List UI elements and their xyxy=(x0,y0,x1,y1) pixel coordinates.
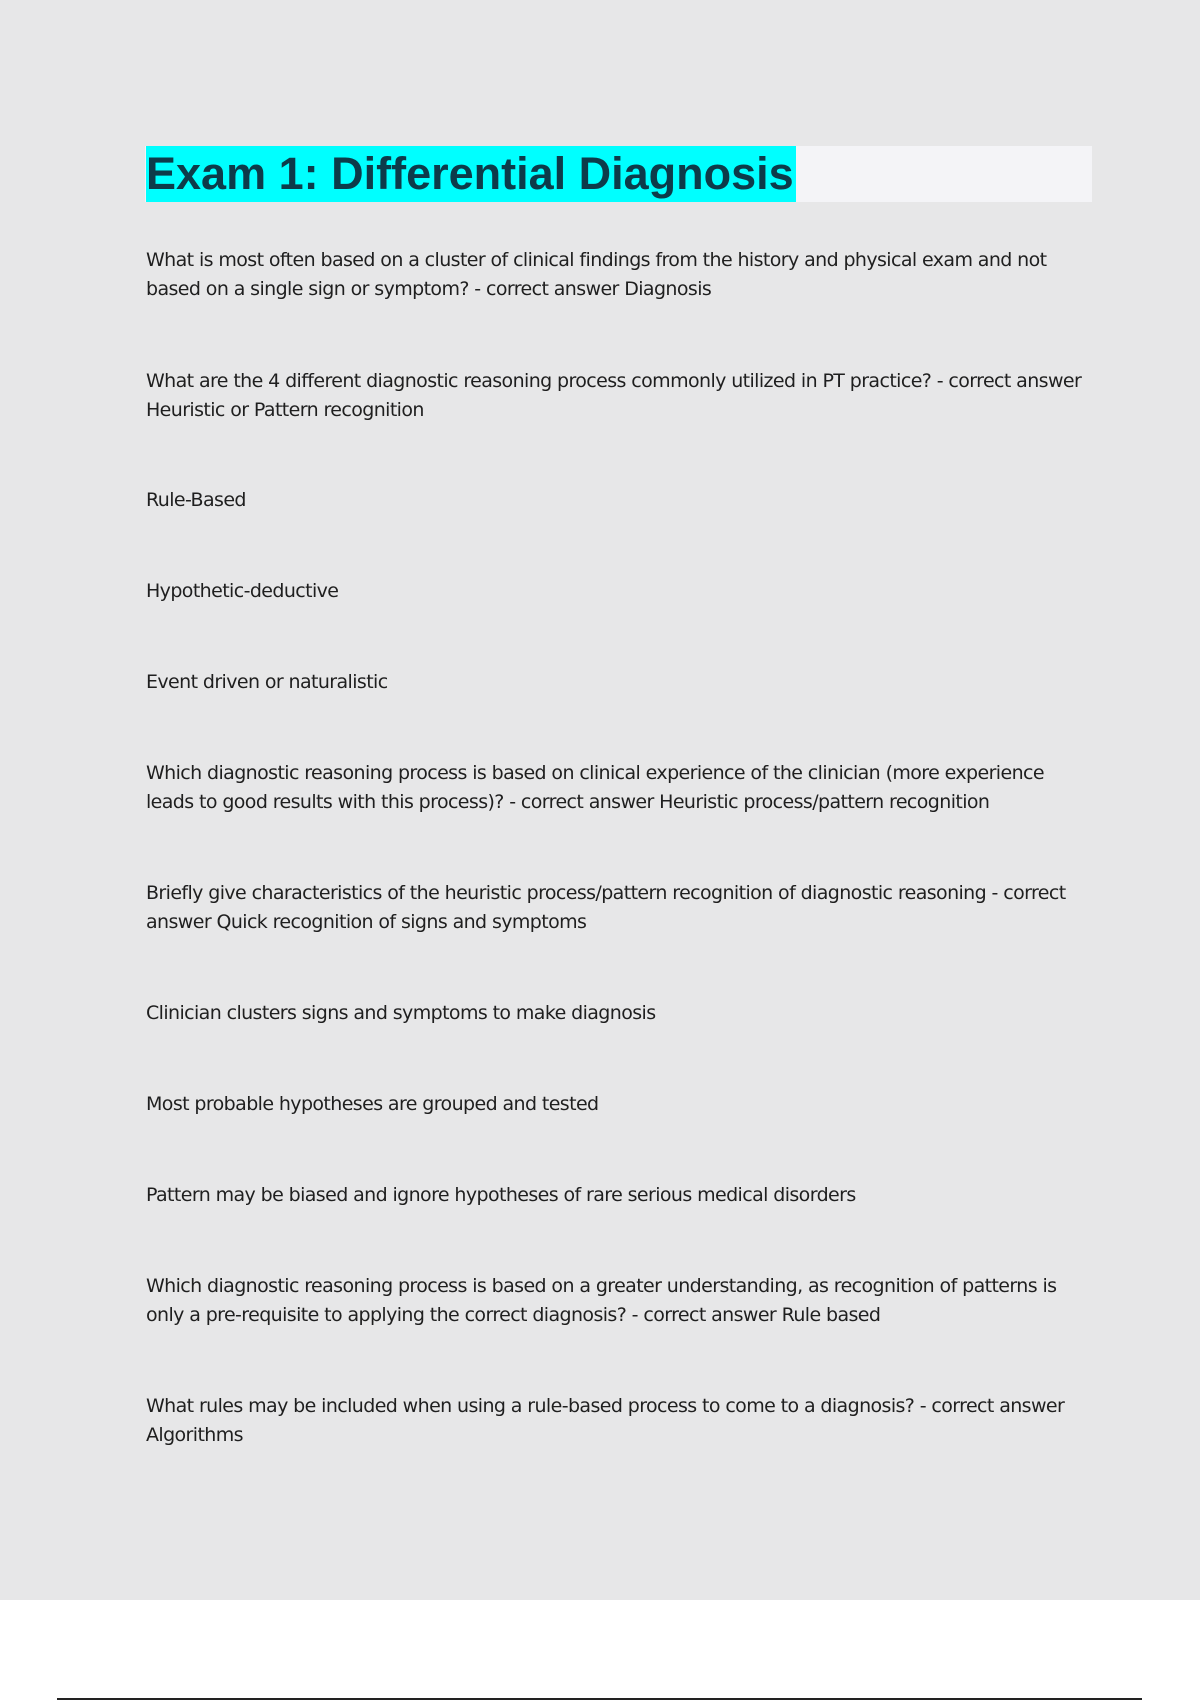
question-paragraph: Which diagnostic reasoning process is based on clinical experience of the clinician (more experience leads to good results with this process)? - correct answer Heuristic process/pattern recognition xyxy=(146,762,1044,813)
answer-list-item: Hypothetic-deductive xyxy=(146,580,339,602)
question-paragraph: What is most often based on a cluster of clinical findings from the history and physical exam and not based on a single sign or symptom? - correct answer Diagnosis xyxy=(146,249,1047,300)
answer-list-item: Rule-Based xyxy=(146,489,246,511)
answer-list-item: Clinician clusters signs and symptoms to make diagnosis xyxy=(146,1002,656,1024)
question-paragraph: Which diagnostic reasoning process is based on a greater understanding, as recognition of patterns is only a pre-requisite to applying the correct diagnosis? - correct answer Rule based xyxy=(146,1275,1057,1326)
question-paragraph: What rules may be included when using a rule-based process to come to a diagnosis? - correct answer Algorithms xyxy=(146,1395,1065,1446)
question-paragraph: Briefly give characteristics of the heuristic process/pattern recognition of diagnostic reasoning - correct answer Quick recognition of signs and symptoms xyxy=(146,882,1066,933)
document-title: Exam 1: Differential Diagnosis xyxy=(146,146,796,202)
answer-list-item: Event driven or naturalistic xyxy=(146,671,388,693)
question-paragraph: What are the 4 different diagnostic reasoning process commonly utilized in PT practice? - correct answer Heuristic or Pattern recognition xyxy=(146,370,1082,421)
answer-list-item: Pattern may be biased and ignore hypotheses of rare serious medical disorders xyxy=(146,1184,856,1206)
answer-list-item: Most probable hypotheses are grouped and tested xyxy=(146,1093,599,1115)
